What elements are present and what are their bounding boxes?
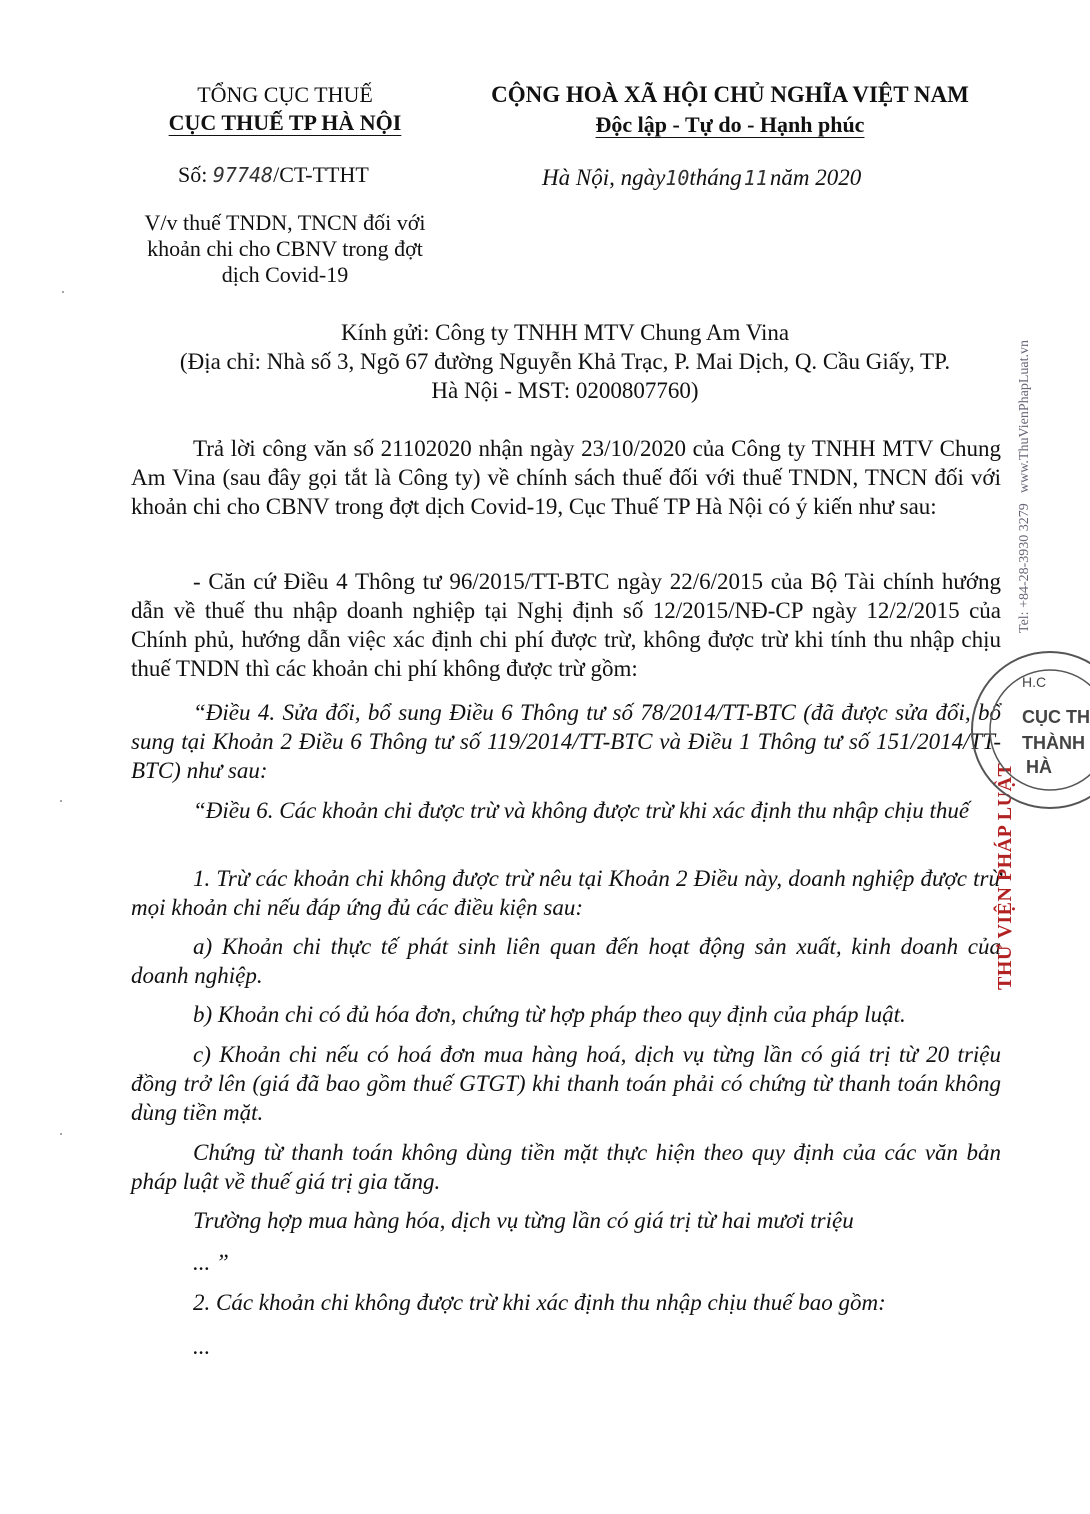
document-number (178, 162, 369, 188)
official-seal-icon (950, 645, 1090, 815)
seal-text-bot: HÀ (1026, 757, 1052, 777)
subject-block (120, 210, 450, 288)
clause-2: 2. Các khoản chi không được trừ khi xác định thu nhập chịu thuế bao gồm: (193, 1290, 886, 1315)
clause-cashless-note: Chứng từ thanh toán không dùng tiền mặt thực hiện theo quy định của các văn bản pháp luật về thuế giá trị gia tăng. (131, 1140, 1001, 1194)
scan-speck (62, 291, 64, 293)
subject-line-2: khoản chi cho CBNV trong đợt (147, 236, 423, 261)
date-month-label: tháng (689, 165, 742, 190)
clause-1a: a) Khoản chi thực tế phát sinh liên quan đến hoạt động sản xuất, kinh doanh của doanh nghiệp. (131, 934, 1001, 988)
date-prefix: Hà Nội, ngày (542, 165, 666, 190)
scan-speck (60, 800, 62, 802)
document-date (542, 165, 861, 191)
motto-text: Độc lập - Tự do - Hạnh phúc (595, 112, 865, 137)
recipient-block (110, 318, 1020, 405)
watermark-brand: THƯ VIỆN PHÁP LUẬT (994, 762, 1016, 990)
ellipsis-final: ... (193, 1334, 211, 1359)
watermark-url: www.ThuVienPhapLuat.vn (1017, 340, 1032, 494)
agency-name-text: CỤC THUẾ TP HÀ NỘI (168, 110, 402, 135)
motto (440, 112, 1020, 138)
doc-number-handwritten: 97748 (212, 163, 274, 187)
quote-article-4: “Điều 4. Sửa đổi, bổ sung Điều 6 Thông tư số 78/2014/TT-BTC (đã được sửa đổi, bổ sung tại Khoản 2 Điều 6 Thông tư số 119/2014/TT-BTC và Điều 1 Thông tư số 151/2014/TT-BTC) như sau: (131, 700, 1001, 783)
clause-1: 1. Trừ các khoản chi không được trừ nêu tại Khoản 2 Điều này, doanh nghiệp được trừ mọi khoản chi nếu đáp ứng đủ các điều kiện sau: (131, 866, 1001, 920)
agency-top: TỔNG CỤC THUẾ (197, 82, 373, 107)
clause-1b: b) Khoản chi có đủ hóa đơn, chứng từ hợp pháp theo quy định của pháp luật. (193, 1002, 906, 1027)
seal-ring-text: H.C (1022, 674, 1047, 690)
paragraph-legal-basis: - Căn cứ Điều 4 Thông tư 96/2015/TT-BTC ngày 22/6/2015 của Bộ Tài chính hướng dẫn về thuế thu nhập doanh nghiệp tại Nghị định số 12/2015/NĐ-CP ngày 12/2/2015 của Chính phủ, hướng dẫn việc xác định chi phí được trừ, không được trừ khi tính thu nhập chịu thuế TNDN thì các khoản chi phí không được trừ gồm: (131, 569, 1001, 681)
recipient-line-1: Kính gửi: Công ty TNHH MTV Chung Am Vina (340, 320, 790, 345)
doc-number-suffix: /CT-TTHT (273, 162, 369, 187)
date-month: 11 (743, 166, 768, 190)
recipient-line-2: (Địa chỉ: Nhà số 3, Ngõ 67 đường Nguyễn Khả Trạc, P. Mai Dịch, Q. Cầu Giấy, TP. (179, 349, 951, 374)
scan-speck (60, 1133, 62, 1135)
quote-article-6: “Điều 6. Các khoản chi được trừ và không được trừ khi xác định thu nhập chịu thuế (193, 798, 970, 823)
ellipsis-quote-end: ... ” (193, 1250, 229, 1275)
doc-number-label: Số: (178, 162, 208, 187)
clause-1c: c) Khoản chi nếu có hoá đơn mua hàng hoá, dịch vụ từng lần có giá trị từ 20 triệu đồng trở lên (giá đã bao gồm thuế GTGT) khi thanh toán phải có chứng từ thanh toán không dùng tiền mặt. (131, 1042, 1001, 1125)
paragraph-reply: Trả lời công văn số 21102020 nhận ngày 23/10/2020 của Công ty TNHH MTV Chung Am Vina (sau đây gọi tắt là Công ty) về chính sách thuế đối với thuế TNDN, TNCN đối với khoản chi cho CBNV trong đợt dịch Covid-19, Cục Thuế TP Hà Nội có ý kiến như sau: (131, 436, 1001, 519)
country-name: CỘNG HOÀ XÃ HỘI CHỦ NGHĨA VIỆT NAM (491, 82, 969, 107)
date-day: 10 (665, 166, 690, 190)
watermark-phone: Tel: +84-28-3930 3279 (1017, 503, 1032, 633)
subject-line-3: dịch Covid-19 (221, 262, 349, 287)
seal-text-mid: THÀNH (1022, 733, 1085, 753)
date-year: năm 2020 (769, 165, 862, 190)
recipient-line-3: Hà Nội - MST: 0200807760) (431, 378, 699, 403)
clause-twenty-million: Trường hợp mua hàng hóa, dịch vụ từng lần có giá trị từ hai mươi triệu (193, 1208, 854, 1233)
agency-name (120, 110, 450, 136)
seal-text-top: CỤC TH (1022, 707, 1090, 727)
subject-line-1: V/v thuế TNDN, TNCN đối với (144, 210, 426, 235)
